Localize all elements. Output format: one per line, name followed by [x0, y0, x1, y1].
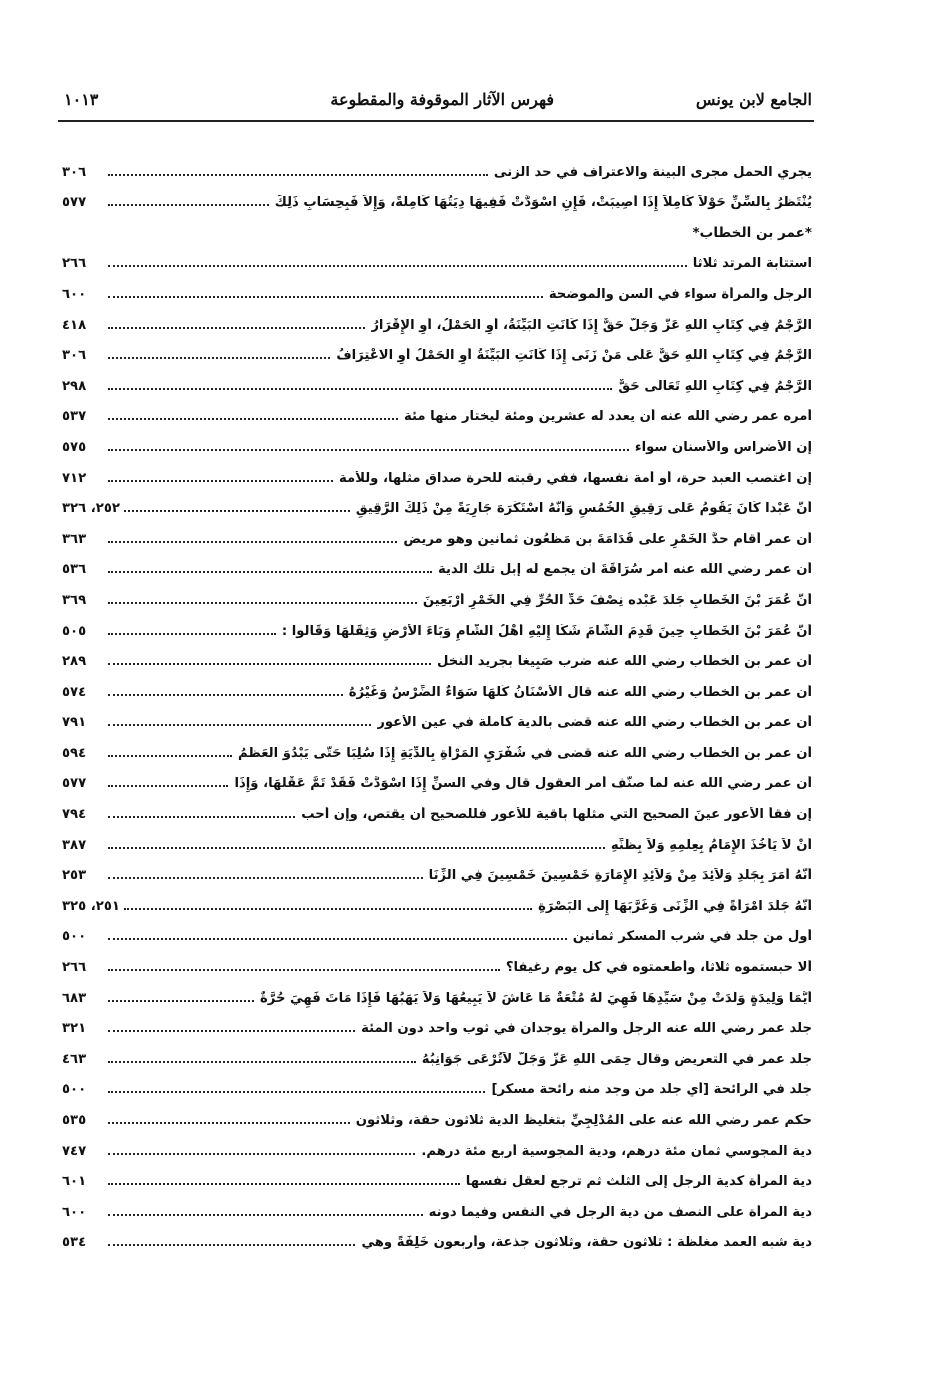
dot-leader — [108, 601, 417, 604]
index-entry — [62, 1192, 812, 1223]
page-reference: ٢٩٨ — [62, 378, 87, 394]
entry-text: أَنْ لاَ يَأْخُذَ الإِمَامُ بِعِلْمِهِ وَلاَ بِظَنِّهِ — [610, 837, 812, 853]
page-reference: ٧١٢ — [62, 470, 87, 486]
dot-leader — [108, 754, 232, 757]
dot-leader — [108, 662, 431, 665]
dot-leader — [108, 999, 254, 1002]
index-entry — [62, 978, 812, 1009]
entry-text: أن عمر بن الخطاب رضي الله عنه ضرب صَبِيغاً بجريد النخل — [437, 654, 812, 670]
page-reference: ٥٣٤ — [62, 1235, 87, 1251]
section-heading — [62, 213, 812, 244]
page-reference: ٦٠٠ — [62, 1204, 87, 1220]
dot-leader — [108, 784, 228, 787]
page-reference: ٣٠٦ — [62, 348, 87, 364]
dot-leader — [108, 693, 343, 696]
page-reference: ٣٠٦ — [62, 164, 87, 180]
index-entry — [62, 244, 812, 275]
dot-leader — [108, 1213, 423, 1216]
entry-text: أَنَّ عَبْداً كَانَ يَقُومُ عَلَى رَقِيقِ الْخُمُسِ وَأَنَّهُ اسْتَكْرَهَ جَارِيَةً مِنْ ذَلِكَ الرَّقِيقِ — [355, 501, 812, 517]
page-reference: ٢٦٦ — [62, 960, 87, 976]
index-entry — [62, 794, 812, 825]
dot-leader — [108, 417, 398, 420]
dot-leader — [108, 1090, 485, 1093]
entry-text: يجري الحمل مجرى البينة والاعتراف في حد الزنى — [493, 164, 812, 180]
page-reference: ٧٩٤ — [62, 807, 87, 823]
entry-text: يُنْتَظَرُ بِالسِّنِّ حَوْلاً كَامِلاً إِذَا أُصِيبَتْ، فَإِنِ اسْوَدَّتْ فَفِيهَا دِيَتُهَا كَامِلَةً، وَإِلاَّ فَبِحِسَابِ ذَلِكَ — [274, 195, 812, 211]
dot-leader — [108, 876, 423, 879]
entry-text: أَنَّهُ أَمَرَ بِجَلْدِ وَلاَئِدَ مِنْ وَلاَئِدِ الإِمَارَةِ خَمْسِينَ خَمْسِينَ فِي الزِّنَا — [428, 868, 812, 884]
entry-text: أن عمر رضي الله عنه لما صنَّف أمر العقول قال وفي السنِّ إِذَا اسْوَدَّتْ فَقَدْ تَمَّ عَقْلُهَا، وَإِذَا — [234, 776, 812, 792]
index-entry — [62, 642, 812, 673]
index-entry — [62, 764, 812, 795]
dot-leader — [108, 723, 371, 726]
header-rule — [58, 120, 814, 122]
dot-leader — [108, 326, 365, 329]
entry-text: الرجل والمرأة سواء في السن والموضحة — [548, 286, 812, 302]
page-reference: ٢٦٦ — [62, 256, 87, 272]
entry-text: إن فقأ الأعور عينَ الصحيح التي مثلها باقية للأعور فللصحيح أن يقتص، وإن أحب — [301, 807, 812, 823]
index-entry — [62, 1100, 812, 1131]
index-entry — [62, 550, 812, 581]
page-reference: ٢٨٩ — [62, 654, 87, 670]
book-title: الجامع لابن يونس — [695, 90, 812, 109]
index-entry — [62, 152, 812, 183]
entry-text: أَنَّ عُمَرَ بْنَ الْخَطَّابِ جَلَدَ عَبْده نِصْفَ حَدِّ الْحُرِّ فِي الْخَمْرِ أَرْبَعِينَ — [422, 592, 812, 608]
entry-text: أَنَّهُ جَلَدَ امْرَأَةً فِي الزِّنَى وَغَرَّبَهَا إِلَى الْبَصْرَةِ — [538, 898, 812, 914]
page-reference: ٣٦٩ — [62, 592, 87, 608]
dot-leader — [108, 203, 269, 206]
dot-leader — [108, 1029, 355, 1032]
index-entry — [62, 1009, 812, 1040]
index-entry — [62, 886, 812, 917]
index-entry — [62, 611, 812, 642]
page-reference: ٤١٨ — [62, 317, 87, 333]
page-reference: ٧٤٧ — [62, 1143, 87, 1159]
dot-leader — [108, 815, 295, 818]
index-entry — [62, 336, 812, 367]
index-entry — [62, 489, 812, 520]
index-entry — [62, 274, 812, 305]
page-reference: ٥٧٧ — [62, 776, 87, 792]
page-reference: ٥٧٧ — [62, 195, 87, 211]
entry-text: حكم عمر رضي الله عنه على الْمُدْلِجِيِّ بتغليظ الدية ثلاثون حقة، وثلاثون — [355, 1113, 812, 1128]
dot-leader — [108, 356, 330, 359]
page-reference: ٥٠٠ — [62, 929, 87, 945]
entry-text: ألا حبستموه ثلاثاً، وأطعمتوه في كل يوم رغيفاً؟ — [505, 960, 812, 976]
dot-leader — [124, 509, 350, 512]
dot-leader — [108, 1182, 460, 1185]
index-entry — [62, 1070, 812, 1101]
page-reference: ٧٩١ — [62, 715, 87, 731]
page-reference: ٥٣٧ — [62, 409, 87, 425]
page-reference: ٥٧٥ — [62, 439, 87, 455]
page-reference: ٥٣٥ — [62, 1113, 87, 1128]
page-reference: ٥٠٥ — [62, 623, 87, 639]
dot-leader — [108, 295, 543, 298]
index-entry — [62, 703, 812, 734]
entry-text: جلد في الرائحة [أي جلد من وجد منه رائحة مسكر] — [491, 1082, 812, 1098]
page-number: ١٠١٣ — [64, 90, 99, 109]
dot-leader — [108, 846, 605, 849]
dot-leader — [108, 264, 687, 267]
index-entry — [62, 1162, 812, 1193]
index-entry — [62, 672, 812, 703]
entry-text: الرَّجْمُ فِي كِتَابِ اللهِ تَعَالَى حَقٌّ — [618, 378, 812, 394]
dot-leader — [108, 1121, 350, 1124]
page-reference: ٦٠٠ — [62, 286, 87, 302]
index-entry — [62, 856, 812, 887]
entry-text: دية المجوسي ثمان مئة درهم، ودية المجوسية أربع مئة درهم. — [421, 1143, 812, 1159]
index-entry — [62, 183, 812, 214]
page-reference: ٥٣٦ — [62, 562, 87, 578]
entry-text: إن الأضراس والأسنان سواء — [634, 439, 812, 455]
dot-leader — [108, 937, 567, 940]
index-entry — [62, 917, 812, 948]
page-reference: ٥٧٤ — [62, 684, 87, 700]
dot-leader — [108, 570, 432, 573]
index-entry — [62, 305, 812, 336]
section-title: فهرس الآثار الموقوفة والمقطوعة — [330, 90, 554, 109]
index-entry — [62, 825, 812, 856]
page-reference: ٥٩٤ — [62, 745, 87, 761]
entry-text: أَيُّمَا وَلِيدَةٍ وَلَدَتْ مِنْ سَيِّدِهَا فَهِيَ لَهُ مُتْعَةٌ مَا عَاشَ لاَ يَبِيعُهَا وَلاَ يَهَبُهَا فَإِذَا مَاتَ فَهِيَ حُرَّةٌ — [259, 990, 812, 1006]
dot-leader — [108, 479, 333, 482]
dot-leader — [124, 907, 532, 910]
dot-leader — [108, 632, 276, 635]
index-entry — [62, 427, 812, 458]
entry-text: الرَّجْمُ فِي كِتَابِ اللهِ عَزَّ وَجَلَّ حَقٌّ إِذَا كَانَتِ الْبَيِّنَةُ، أَوِ الْحَمْلُ، أَوِ الإِقْرَارُ — [371, 317, 812, 333]
entry-text: أول من جلد في شرب المسكر ثمانين — [572, 929, 812, 945]
running-header — [60, 86, 812, 116]
index-entry — [62, 1223, 812, 1254]
dot-leader — [108, 173, 488, 176]
page-reference: ٣٦٣ — [62, 531, 87, 547]
entry-text: إن اغتصب العبد حرة، أو أمة نفسها، ففي رقبته للحرة صداق مثلها، وللأمة — [339, 470, 812, 486]
entry-text: استتابة المرتد ثلاثاً — [692, 256, 812, 272]
page-reference: ٦٠١ — [62, 1174, 87, 1190]
page-reference: ٦٨٣ — [62, 990, 87, 1006]
dot-leader — [108, 387, 612, 390]
dot-leader — [108, 1152, 415, 1155]
entry-text: أَنَّ عُمَرَ بْنَ الْخَطَّابِ حِينَ قَدِمَ الشَّامَ شَكَا إِلَيْهِ أَهْلُ الشَّامِ وَبَاءَ الأَرْضِ وَثِقَلَهَا وَقَالُوا : — [281, 623, 812, 639]
index-entry — [62, 519, 812, 550]
dot-leader — [108, 968, 500, 971]
index-entry — [62, 458, 812, 489]
entry-text: أن عمر بن الخطاب رضي الله عنه قضى بالدية كاملة في عين الأعور — [377, 715, 812, 731]
index-entry — [62, 1039, 812, 1070]
entry-text: دية شبه العمد مغلظة : ثلاثون حقة، وثلاثون جذعة، وأربعون خَلِفَةً وهي — [361, 1235, 812, 1251]
entry-text: دية المرأة كدية الرجل إلى الثلث ثم ترجع لعقل نفسها — [465, 1174, 812, 1190]
entry-text: أمره عمر رضي الله عنه أن يعدد له عشرين ومئة ليختار منها مئة — [404, 409, 812, 425]
entry-text: أن عمر أقام حدَّ الْخَمْرِ على قُدَامَةَ بن مَظْعُون ثمانين وهو مريض — [403, 531, 812, 547]
entry-text: أن عمر رضي الله عنه أمر سُرَاقَةَ أن يجمع له إبل تلك الدية — [438, 562, 812, 578]
entry-text: *عمر بن الخطاب* — [692, 224, 812, 241]
index-list — [62, 152, 812, 1253]
index-entry — [62, 947, 812, 978]
page-reference: ٢٥٢، ٣٢٦ — [62, 501, 120, 517]
dot-leader — [108, 1060, 416, 1063]
index-entry — [62, 366, 812, 397]
index-entry — [62, 397, 812, 428]
dot-leader — [108, 448, 629, 451]
entry-text: جلد عمر رضي الله عنه الرجل والمرأة يوجدان في ثوب واحد دون المئة — [361, 1021, 812, 1037]
entry-text: أن عمر بن الخطاب رضي الله عنه قال الأَسْنَانُ كُلُّهَا سَوَاءٌ الضِّرْسُ وَغَيْرُهُ — [348, 684, 812, 700]
entry-text: أن عمر بن الخطاب رضي الله عنه قضى في شُفْرَيِ الْمَرْأَةِ بِالدِّيَةِ إِذَا سُلِبَا حَتَّى يَبْدُوَ الْعَظْمُ — [238, 745, 812, 761]
page-reference: ٤٦٣ — [62, 1051, 87, 1067]
page-reference: ٣٢١ — [62, 1021, 87, 1037]
entry-text: دية المرأة على النصف من دية الرجل في النفس وفيما دونه — [428, 1204, 812, 1220]
page-reference: ٢٥١، ٣٢٥ — [62, 898, 120, 914]
dot-leader — [108, 540, 397, 543]
page-reference: ٢٥٣ — [62, 868, 87, 884]
page-reference: ٣٨٧ — [62, 837, 87, 853]
index-entry — [62, 1131, 812, 1162]
dot-leader — [108, 1243, 355, 1246]
page-reference: ٥٠٠ — [62, 1082, 87, 1098]
index-entry — [62, 580, 812, 611]
entry-text: جلد عمر في التعريض وقال حِمَى اللهِ عَزَّ وَجَلَّ لاَتُرْعَى جَوَانِبُهُ — [421, 1051, 812, 1067]
index-entry — [62, 733, 812, 764]
entry-text: الرَّجْمُ فِي كِتَابِ اللهِ حَقٌّ عَلَى مَنْ زَنَى إِذَا كَانَتِ الْبَيِّنَةُ أَوِ الْحَمْلُ أَوِ الاعْتِرَافُ — [336, 348, 812, 364]
